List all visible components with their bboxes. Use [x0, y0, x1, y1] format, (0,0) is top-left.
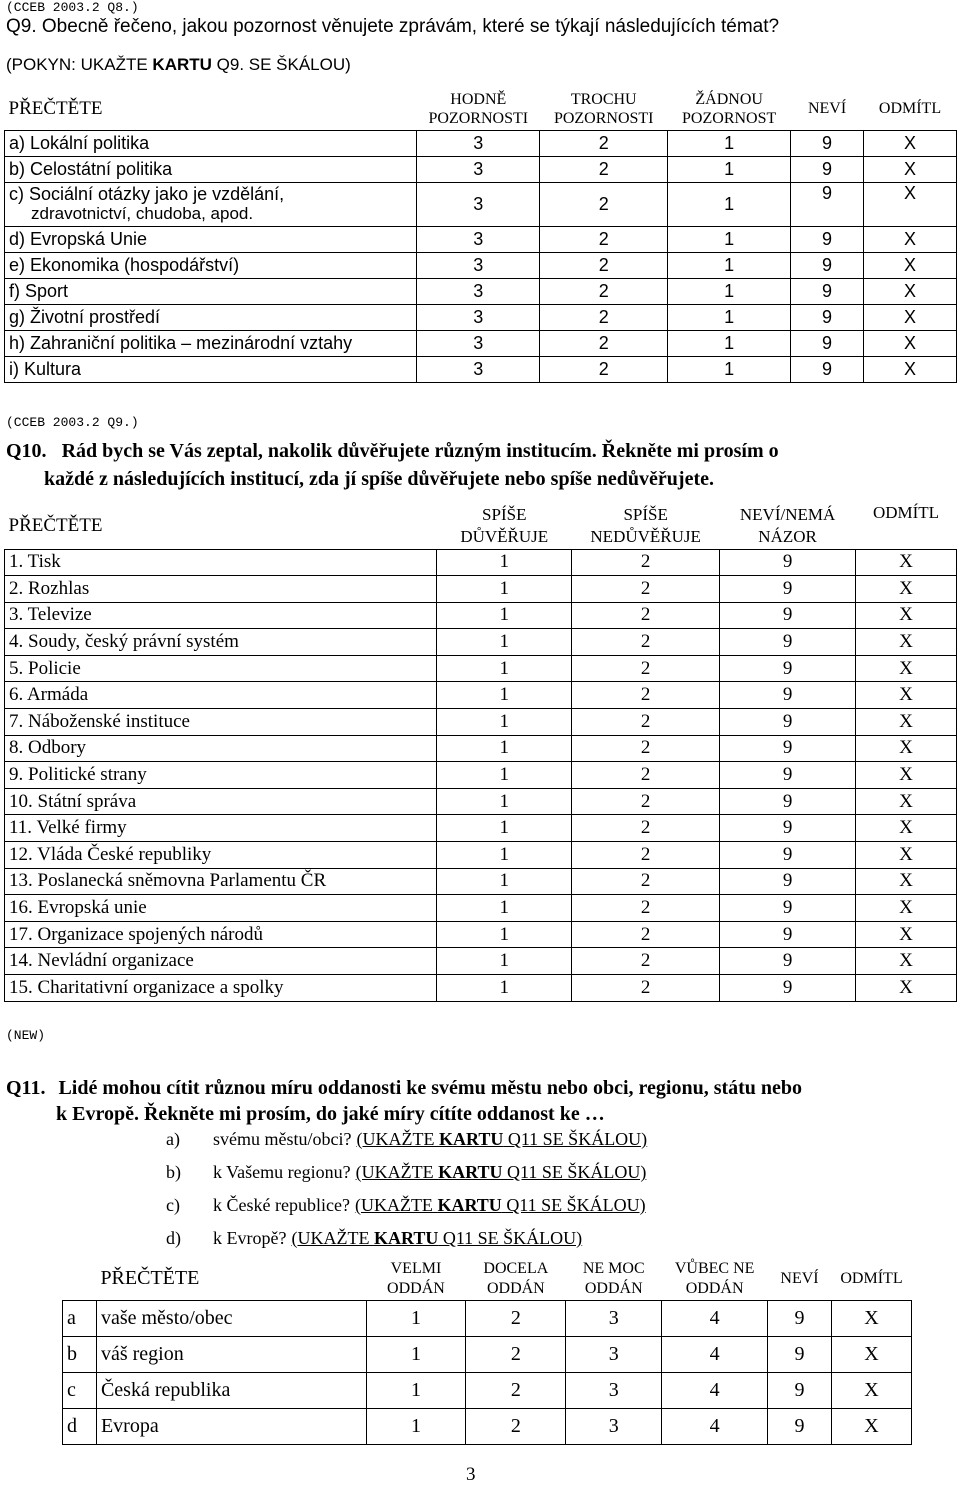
q10-row	[5, 682, 957, 709]
page-number: 3	[466, 1464, 476, 1485]
q9-answer-code[interactable]: 9	[791, 330, 864, 356]
q10-code: (CCEB 2003.2 Q9.)	[6, 415, 139, 430]
q9-answer-code[interactable]: 9	[791, 182, 864, 226]
q11-line1	[6, 1077, 802, 1100]
q10-row-label: 11. Velké firmy	[5, 815, 437, 842]
q9-row	[5, 278, 957, 304]
q10-row	[5, 549, 957, 576]
q9-answer-code[interactable]: 1	[668, 252, 791, 278]
q11-row-letter: d	[63, 1408, 97, 1444]
q10-answer-code[interactable]: X	[856, 948, 957, 975]
q9-answer-code[interactable]: 2	[540, 182, 668, 226]
q10-answer-code[interactable]: 2	[572, 549, 720, 576]
q9-row	[5, 156, 957, 182]
q10-answer-code[interactable]: 2	[572, 629, 720, 656]
q9-answer-code[interactable]: X	[864, 156, 957, 182]
q9-row-label	[5, 330, 417, 356]
q9-answer-code[interactable]: X	[864, 278, 957, 304]
q10-answer-code[interactable]: 1	[437, 549, 572, 576]
q11-header-spacer	[63, 1258, 97, 1300]
q9-row-label-text: c) Sociální otázky jako je vzdělání,	[9, 184, 285, 204]
q10-answer-code[interactable]: X	[856, 655, 957, 682]
q9-answer-code[interactable]: X	[864, 226, 957, 252]
q9-row	[5, 304, 957, 330]
q10-row	[5, 576, 957, 603]
q10-answer-code[interactable]: 9	[720, 948, 856, 975]
q11-row-letter: a	[63, 1300, 97, 1336]
q9-row	[5, 226, 957, 252]
q10-row-label: 4. Soudy, český právní systém	[5, 629, 437, 656]
q10-answer-code[interactable]: X	[856, 842, 957, 869]
q10-row	[5, 975, 957, 1002]
q11-sub-letter: d)	[166, 1228, 181, 1248]
q10-answer-code[interactable]: 9	[720, 975, 856, 1002]
q10-answer-code[interactable]: 1	[437, 655, 572, 682]
q10-answer-code[interactable]: 2	[572, 709, 720, 736]
q10-line1	[6, 440, 779, 463]
q11-answer-code[interactable]: 9	[768, 1300, 832, 1336]
q10-row	[5, 762, 957, 789]
q10-row-label: 2. Rozhlas	[5, 576, 437, 603]
q11-answer-code[interactable]: X	[831, 1336, 911, 1372]
q11-read-label: PŘEČTĚTE	[100, 1267, 200, 1290]
q10-answer-code[interactable]: 2	[572, 788, 720, 815]
q10-answer-code[interactable]: X	[856, 895, 957, 922]
q11-row-label: váš region	[96, 1336, 366, 1372]
q10-row	[5, 629, 957, 656]
q9-answer-code[interactable]: 9	[791, 278, 864, 304]
q10-answer-code[interactable]: 9	[720, 842, 856, 869]
q11-row-label: Evropa	[96, 1408, 366, 1444]
q11-row	[63, 1372, 912, 1408]
q10-row	[5, 602, 957, 629]
q9-row-label	[5, 156, 417, 182]
q9-answer-code[interactable]: 2	[540, 304, 668, 330]
q9-answer-code[interactable]: X	[864, 182, 957, 226]
q11-answer-code[interactable]: 2	[466, 1336, 566, 1372]
q11-row	[63, 1336, 912, 1372]
q9-answer-code[interactable]: 2	[540, 130, 668, 156]
q10-row-label: 10. Státní správa	[5, 788, 437, 815]
q10-answer-code[interactable]: 2	[572, 682, 720, 709]
q9-number: Q9.	[6, 16, 37, 37]
q9-answer-code[interactable]: 1	[668, 156, 791, 182]
q9-answer-code[interactable]: X	[864, 330, 957, 356]
q9-answer-code[interactable]: 1	[668, 226, 791, 252]
q10-answer-code[interactable]: X	[856, 709, 957, 736]
q10-row-label: 12. Vláda České republiky	[5, 842, 437, 869]
q9-answer-code[interactable]: 9	[791, 356, 864, 382]
q10-row-label: 6. Armáda	[5, 682, 437, 709]
q11-answer-code[interactable]: 1	[366, 1372, 466, 1408]
q9-answer-code[interactable]: 3	[417, 278, 540, 304]
q9-row-label-text: d) Evropská Unie	[9, 228, 148, 249]
q10-row	[5, 868, 957, 895]
q11-sub-text: svému městu/obci?	[213, 1129, 352, 1149]
q11-sub-letter: a)	[166, 1129, 180, 1149]
q11-header-2: NE MOC ODDÁN	[582, 1259, 645, 1297]
q11-header-row	[63, 1258, 912, 1300]
q9-answer-code[interactable]: 9	[791, 252, 864, 278]
q9-row-label	[5, 304, 417, 330]
q11-answer-code[interactable]: 3	[566, 1372, 662, 1408]
q10-answer-code[interactable]: 1	[437, 868, 572, 895]
q10-row-label: 5. Policie	[5, 655, 437, 682]
q11-answer-code[interactable]: X	[831, 1372, 911, 1408]
q10-answer-code[interactable]: 9	[720, 868, 856, 895]
q10-answer-code[interactable]: 1	[437, 576, 572, 603]
q10-answer-code[interactable]: 2	[572, 602, 720, 629]
q10-row-label: 16. Evropská unie	[5, 895, 437, 922]
q10-header-0: SPÍŠE DŮVĚŘUJE	[437, 503, 572, 549]
q9-answer-code[interactable]: 1	[668, 278, 791, 304]
q11-number: Q11.	[6, 1077, 46, 1099]
q10-number: Q10.	[6, 440, 47, 462]
q10-answer-code[interactable]: 1	[437, 975, 572, 1002]
q10-answer-code[interactable]: X	[856, 788, 957, 815]
q10-header-3: ODMÍTL	[856, 503, 957, 549]
q9-answer-code[interactable]: 1	[668, 356, 791, 382]
q9-answer-code[interactable]: 3	[417, 226, 540, 252]
q10-answer-code[interactable]: 9	[720, 709, 856, 736]
q9-answer-code[interactable]: 1	[668, 130, 791, 156]
q10-header-row	[5, 503, 957, 549]
q9-answer-code[interactable]: 3	[417, 356, 540, 382]
q10-answer-code[interactable]: 1	[437, 815, 572, 842]
q10-row	[5, 709, 957, 736]
q11-sub-letter: c)	[166, 1195, 180, 1215]
q11-answer-code[interactable]: 1	[366, 1336, 466, 1372]
q10-answer-code[interactable]: 9	[720, 682, 856, 709]
q10-answer-code[interactable]: 9	[720, 762, 856, 789]
q10-line1-text: Rád bych se Vás zeptal, nakolik důvěřujete různým institucím. Řekněte mi prosím o	[61, 440, 779, 462]
q9-read-label: PŘEČTĚTE	[5, 88, 417, 130]
q11-sub-question	[213, 1195, 646, 1216]
q11-answer-code[interactable]: 9	[768, 1408, 832, 1444]
q10-answer-code[interactable]: 2	[572, 762, 720, 789]
q10-row-label: 14. Nevládní organizace	[5, 948, 437, 975]
q11-sub-text: k Vašemu regionu?	[213, 1162, 351, 1182]
q10-table	[4, 503, 957, 1002]
q10-answer-code[interactable]: 1	[437, 735, 572, 762]
q10-row	[5, 655, 957, 682]
q10-row-label: 9. Politické strany	[5, 762, 437, 789]
q10-row-label: 13. Poslanecká sněmovna Parlamentu ČR	[5, 868, 437, 895]
q9-row	[5, 356, 957, 382]
q11-sub-instruction: (UKAŽTE KARTU Q11 SE ŠKÁLOU)	[291, 1228, 583, 1248]
q10-row-label: 1. Tisk	[5, 549, 437, 576]
q9-header-2: ŽÁDNOU POZORNOST	[668, 88, 791, 130]
q10-answer-code[interactable]: X	[856, 815, 957, 842]
q10-answer-code[interactable]: 2	[572, 842, 720, 869]
q10-header-2: NEVÍ/NEMÁ NÁZOR	[720, 503, 856, 549]
q11-header-0: VELMI ODDÁN	[387, 1259, 445, 1297]
q10-answer-code[interactable]: 9	[720, 549, 856, 576]
q11-answer-code[interactable]: 3	[566, 1408, 662, 1444]
q9-instruction: (POKYN: UKAŽTE KARTU Q9. SE ŠKÁLOU)	[6, 55, 351, 74]
q10-answer-code[interactable]: 2	[572, 948, 720, 975]
q10-row	[5, 948, 957, 975]
q11-header-4: NEVÍ	[780, 1269, 819, 1287]
q10-answer-code[interactable]: 2	[572, 735, 720, 762]
q10-answer-code[interactable]: 9	[720, 602, 856, 629]
q9-header-4: ODMÍTL	[864, 88, 957, 130]
q11-sub-question	[213, 1162, 646, 1183]
q9-answer-code[interactable]: 2	[540, 156, 668, 182]
q11-sub-text: k Evropě?	[213, 1228, 287, 1248]
q9-row-label-text: i) Kultura	[9, 358, 82, 379]
q10-answer-code[interactable]: 1	[437, 788, 572, 815]
q11-answer-code[interactable]: 9	[768, 1336, 832, 1372]
q10-answer-code[interactable]: 9	[720, 655, 856, 682]
q9-answer-code[interactable]: 9	[791, 226, 864, 252]
q10-read-label: PŘEČTĚTE	[5, 503, 437, 549]
q9-answer-code[interactable]: X	[864, 130, 957, 156]
q10-answer-code[interactable]: 9	[720, 576, 856, 603]
q11-row-label: vaše město/obec	[96, 1300, 366, 1336]
q9-answer-code[interactable]: 1	[668, 304, 791, 330]
q10-answer-code[interactable]: 1	[437, 682, 572, 709]
q9-row	[5, 182, 957, 226]
q10-row-label: 15. Charitativní organizace a spolky	[5, 975, 437, 1002]
q9-answer-code[interactable]: 2	[540, 252, 668, 278]
q10-answer-code[interactable]: X	[856, 576, 957, 603]
q11-answer-code[interactable]: 3	[566, 1300, 662, 1336]
q9-answer-code[interactable]: 2	[540, 278, 668, 304]
q9-row-label	[5, 226, 417, 252]
q9-answer-code[interactable]: 2	[540, 356, 668, 382]
q9-answer-code[interactable]: 1	[668, 182, 791, 226]
q11-header-1: DOCELA ODDÁN	[483, 1259, 549, 1297]
q11-answer-code[interactable]: 4	[662, 1372, 768, 1408]
q10-row-label: 3. Televize	[5, 602, 437, 629]
q11-code: (NEW)	[6, 1028, 46, 1043]
q9-header-3: NEVÍ	[791, 88, 864, 130]
q11-row-letter: b	[63, 1336, 97, 1372]
q10-answer-code[interactable]: X	[856, 682, 957, 709]
q9-answer-code[interactable]: 3	[417, 252, 540, 278]
q9-row-label-text: f) Sport	[9, 280, 69, 301]
q9-answer-code[interactable]: 1	[668, 330, 791, 356]
q11-answer-code[interactable]: X	[831, 1300, 911, 1336]
q10-answer-code[interactable]: 2	[572, 868, 720, 895]
q9-header-1: TROCHU POZORNOSTI	[540, 88, 668, 130]
q11-answer-code[interactable]: 9	[768, 1372, 832, 1408]
q10-answer-code[interactable]: X	[856, 549, 957, 576]
q11-row	[63, 1408, 912, 1444]
q10-row-label: 7. Náboženské instituce	[5, 709, 437, 736]
q9-title-text: Obecně řečeno, jakou pozornost věnujete zprávám, které se týkají následujících témat?	[41, 16, 780, 37]
q11-header-5: ODMÍTL	[840, 1269, 903, 1287]
q9-row-label-text: g) Životní prostředí	[9, 306, 161, 327]
q10-answer-code[interactable]: X	[856, 921, 957, 948]
q9-title	[6, 16, 779, 38]
q9-answer-code[interactable]: X	[864, 356, 957, 382]
q9-answer-code[interactable]: 3	[417, 304, 540, 330]
q10-answer-code[interactable]: 1	[437, 762, 572, 789]
q10-answer-code[interactable]: 9	[720, 895, 856, 922]
q9-answer-code[interactable]: 9	[791, 130, 864, 156]
q9-answer-code[interactable]: 3	[417, 130, 540, 156]
q10-answer-code[interactable]: 2	[572, 921, 720, 948]
q11-sub-instruction: (UKAŽTE KARTU Q11 SE ŠKÁLOU)	[355, 1162, 647, 1182]
q10-answer-code[interactable]: 2	[572, 576, 720, 603]
q9-row	[5, 130, 957, 156]
q10-answer-code[interactable]: 1	[437, 709, 572, 736]
q10-answer-code[interactable]: X	[856, 735, 957, 762]
q9-answer-code[interactable]: 3	[417, 156, 540, 182]
q9-header-row	[5, 88, 957, 130]
q9-answer-code[interactable]: 3	[417, 330, 540, 356]
q10-answer-code[interactable]: 1	[437, 629, 572, 656]
q9-row-label	[5, 356, 417, 382]
q10-header-1: SPÍŠE NEDŮVĚŘUJE	[572, 503, 720, 549]
q9-row-label-text: a) Lokální politika	[9, 132, 150, 153]
q9-row	[5, 252, 957, 278]
q9-answer-code[interactable]: 2	[540, 330, 668, 356]
q11-answer-code[interactable]: X	[831, 1408, 911, 1444]
q9-table	[4, 88, 957, 383]
q10-row	[5, 815, 957, 842]
q10-answer-code[interactable]: 9	[720, 629, 856, 656]
q11-answer-code[interactable]: 3	[566, 1336, 662, 1372]
q9-header-0: HODNĚ POZORNOSTI	[417, 88, 540, 130]
q11-answer-code[interactable]: 2	[466, 1300, 566, 1336]
q10-answer-code[interactable]: 1	[437, 921, 572, 948]
q11-answer-code[interactable]: 4	[662, 1336, 768, 1372]
q10-answer-code[interactable]: 1	[437, 895, 572, 922]
q10-answer-code[interactable]: X	[856, 629, 957, 656]
q11-sub-letter: b)	[166, 1162, 181, 1182]
q10-answer-code[interactable]: 2	[572, 975, 720, 1002]
q10-answer-code[interactable]: 1	[437, 842, 572, 869]
q10-answer-code[interactable]: 2	[572, 815, 720, 842]
q11-sub-question	[213, 1129, 647, 1150]
q9-code: (CCEB 2003.2 Q8.)	[6, 0, 139, 15]
q10-answer-code[interactable]: 1	[437, 948, 572, 975]
q10-row-label: 8. Odbory	[5, 735, 437, 762]
q11-line1-text: Lidé mohou cítit různou míru oddanosti ke svému městu nebo obci, regionu, státu nebo	[58, 1077, 803, 1099]
q11-sub-instruction: (UKAŽTE KARTU Q11 SE ŠKÁLOU)	[356, 1129, 648, 1149]
q11-sub-text: k České republice?	[213, 1195, 350, 1215]
q9-row-label	[5, 252, 417, 278]
q11-table	[62, 1258, 912, 1445]
q10-answer-code[interactable]: 2	[572, 655, 720, 682]
q10-answer-code[interactable]: X	[856, 602, 957, 629]
q10-answer-code[interactable]: 9	[720, 788, 856, 815]
q11-row-label: Česká republika	[96, 1372, 366, 1408]
q10-answer-code[interactable]: X	[856, 868, 957, 895]
q11-sub-question	[213, 1228, 582, 1249]
q9-row-label	[5, 130, 417, 156]
q10-line2: každé z následujících institucí, zda jí spíše důvěřujete nebo spíše nedůvěřujete.	[44, 468, 714, 490]
q9-row	[5, 330, 957, 356]
q10-row-label: 17. Organizace spojených národů	[5, 921, 437, 948]
q11-line2: k Evropě. Řekněte mi prosím, do jaké míry cítíte oddanost ke …	[56, 1103, 605, 1125]
q11-answer-code[interactable]: 2	[466, 1372, 566, 1408]
q11-answer-code[interactable]: 2	[466, 1408, 566, 1444]
q10-answer-code[interactable]: 1	[437, 602, 572, 629]
q10-answer-code[interactable]: 9	[720, 735, 856, 762]
q10-answer-code[interactable]: 2	[572, 895, 720, 922]
q11-answer-code[interactable]: 4	[662, 1408, 768, 1444]
q10-answer-code[interactable]: X	[856, 762, 957, 789]
q11-answer-code[interactable]: 1	[366, 1300, 466, 1336]
q10-row	[5, 921, 957, 948]
q9-answer-code[interactable]: 9	[791, 304, 864, 330]
q11-row	[63, 1300, 912, 1336]
q11-sub-instruction: (UKAŽTE KARTU Q11 SE ŠKÁLOU)	[354, 1195, 646, 1215]
q9-answer-code[interactable]: 3	[417, 182, 540, 226]
q9-row-label-text: h) Zahraniční politika – mezinárodní vztahy	[9, 332, 353, 353]
q9-answer-code[interactable]: 2	[540, 226, 668, 252]
q9-row-label	[5, 278, 417, 304]
q9-answer-code[interactable]: 9	[791, 156, 864, 182]
q11-answer-code[interactable]: 4	[662, 1300, 768, 1336]
q9-row-label-text: e) Ekonomika (hospodářství)	[9, 254, 240, 275]
q10-answer-code[interactable]: 9	[720, 921, 856, 948]
q10-row	[5, 895, 957, 922]
q10-answer-code[interactable]: 9	[720, 815, 856, 842]
q10-row	[5, 735, 957, 762]
q9-row-label-text-2: zdravotnictví, chudoba, apod.	[31, 204, 254, 223]
q11-answer-code[interactable]: 1	[366, 1408, 466, 1444]
q9-row-label-text: b) Celostátní politika	[9, 158, 173, 179]
q11-header-3: VŮBEC NE ODDÁN	[674, 1259, 755, 1297]
q10-answer-code[interactable]: X	[856, 975, 957, 1002]
q9-row-label	[5, 182, 417, 226]
q11-row-letter: c	[63, 1372, 97, 1408]
q9-answer-code[interactable]: X	[864, 304, 957, 330]
q10-row	[5, 842, 957, 869]
q10-row	[5, 788, 957, 815]
q9-answer-code[interactable]: X	[864, 252, 957, 278]
